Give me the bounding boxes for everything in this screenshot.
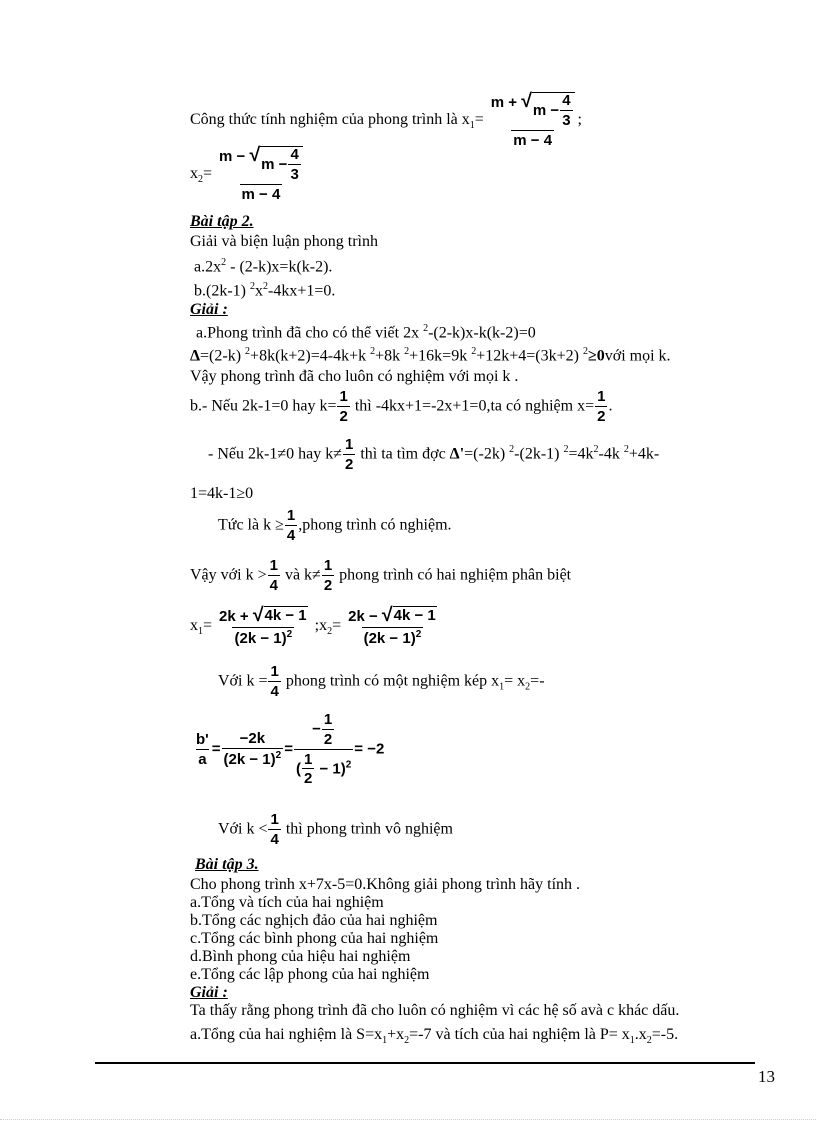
case-b1: b.- Nếu 2k-1=0 hay k= $\frac{1}{2}$ thì -4kx+1=-2x+1=0,ta có nghiệm x= $\frac{1}{2}$ . <box>190 388 613 425</box>
case-b2-cont: 1=4k-1≥0 <box>190 485 254 502</box>
x2-fraction: m − √ m − $\frac{4}{3}$ m − 4 <box>217 146 305 202</box>
solution-a-line: a.Phong trình đã cho có thể viết 2x $^2$-(2-k)x-k(k-2)=0 <box>196 323 536 342</box>
x1-fraction: m + √ m − $\frac{4}{3}$ m − 4 <box>489 92 577 148</box>
conclusion-a: Vậy phong trình đã cho luôn có nghiệm với mọi k . <box>190 368 519 385</box>
root2-fraction: 2k − √ 4k − 1 $(2k - 1)^2$ <box>348 604 436 647</box>
exercise-3-intro: Cho phong trình x+7x-5=0.Không giải phong trình hãy tính . <box>190 876 581 893</box>
formula-x2-line: $x_2=$ m − √ m − $\frac{4}{3}$ m − 4 <box>190 146 306 202</box>
exercise-3-title: Bài tập 3. <box>195 856 259 873</box>
exercise-2-title: Bài tập 2. <box>190 213 254 230</box>
exercise-3-item: b.Tổng các nghịch đảo của hai nghiệm <box>190 912 438 929</box>
double-root-line: Với k = $\frac{1}{4}$ phong trình có một nghiệm kép $x_1= x_2=-$ <box>218 663 545 700</box>
page-bottom-divider <box>0 1119 816 1120</box>
sign-observation: Ta thấy rằng phong trình đã cho luôn có nghiệm vì các hệ số avà c khác dấu. <box>190 1002 680 1019</box>
no-root-line: Với k < $\frac{1}{4}$ thì phong trình vô nghiệm <box>218 811 453 848</box>
sum-product-line: a.Tổng của hai nghiệm là $S=x_1+x_2=-7$ và tích của hai nghiệm là $P= x_1.x_2=-5$. <box>190 1026 679 1047</box>
exercise-2-b: b.(2k-1) $^2x^2-4kx+1=0$. <box>194 281 336 300</box>
double-root-value: $\frac{b'}{a}$ = $\frac{-2k}{(2k - 1)^2}$ = − $\frac{1}{2}$ ( $\frac{1}{2}$ − 1)$^2$ = −2 <box>196 711 385 788</box>
exercise-3-item: c.Tổng các bình phong của hai nghiệm <box>190 930 439 947</box>
exercise-2-intro: Giải và biện luận phong trình <box>190 233 378 250</box>
case-b2: - Nếu 2k-1≠0 hay k≠ $\frac{1}{2}$ thì ta tìm đợc Δ'=(-2k) $^2$-(2k-1) $^2=4k^2-4k$ $^2$+4k- <box>208 436 660 473</box>
delta-line: Δ=(2-k) $^2$+8k(k+2)=4-4k+k $^2$+8k $^2$+16k=9k $^2$+12k+4=(3k+2) $^2$≥0với mọi k. <box>190 346 671 365</box>
exercise-3-item: e.Tổng các lập phong của hai nghiệm <box>190 966 430 983</box>
exercise-3-item: d.Bình phong của hiệu hai nghiệm <box>190 948 411 965</box>
solution-heading-2: Giải : <box>190 984 228 1001</box>
condition-line: Tức là k ≥ $\frac{1}{4}$ ,phong trình có nghiệm. <box>218 507 452 544</box>
page-number: 13 <box>758 1067 775 1086</box>
root1-fraction: 2k + √ 4k − 1 $(2k - 1)^2$ <box>219 604 307 647</box>
solution-heading-1: Giải : <box>190 301 228 318</box>
exercise-2-a: $a.2x^2 - (2-k)x=k(k-2)$. <box>194 257 333 276</box>
distinct-roots-line: Vậy với k > $\frac{1}{4}$ và k≠ $\frac{1}{2}$ phong trình có hai nghiệm phân biệt <box>190 557 572 594</box>
roots-formula-line: $x_1=$ 2k + √ 4k − 1 $(2k - 1)^2$ $;x_2=$ 2k − √ 4k − 1 $(2k - 1)^2$ <box>190 606 440 646</box>
footer-rule <box>95 1062 755 1064</box>
formula-x1-line: Công thức tính nghiệm của phong trình là $x_1=$ m + √ m − $\frac{4}{3}$ m − 4 ; <box>190 90 582 149</box>
exercise-3-item: a.Tổng và tích của hai nghiệm <box>190 894 384 911</box>
